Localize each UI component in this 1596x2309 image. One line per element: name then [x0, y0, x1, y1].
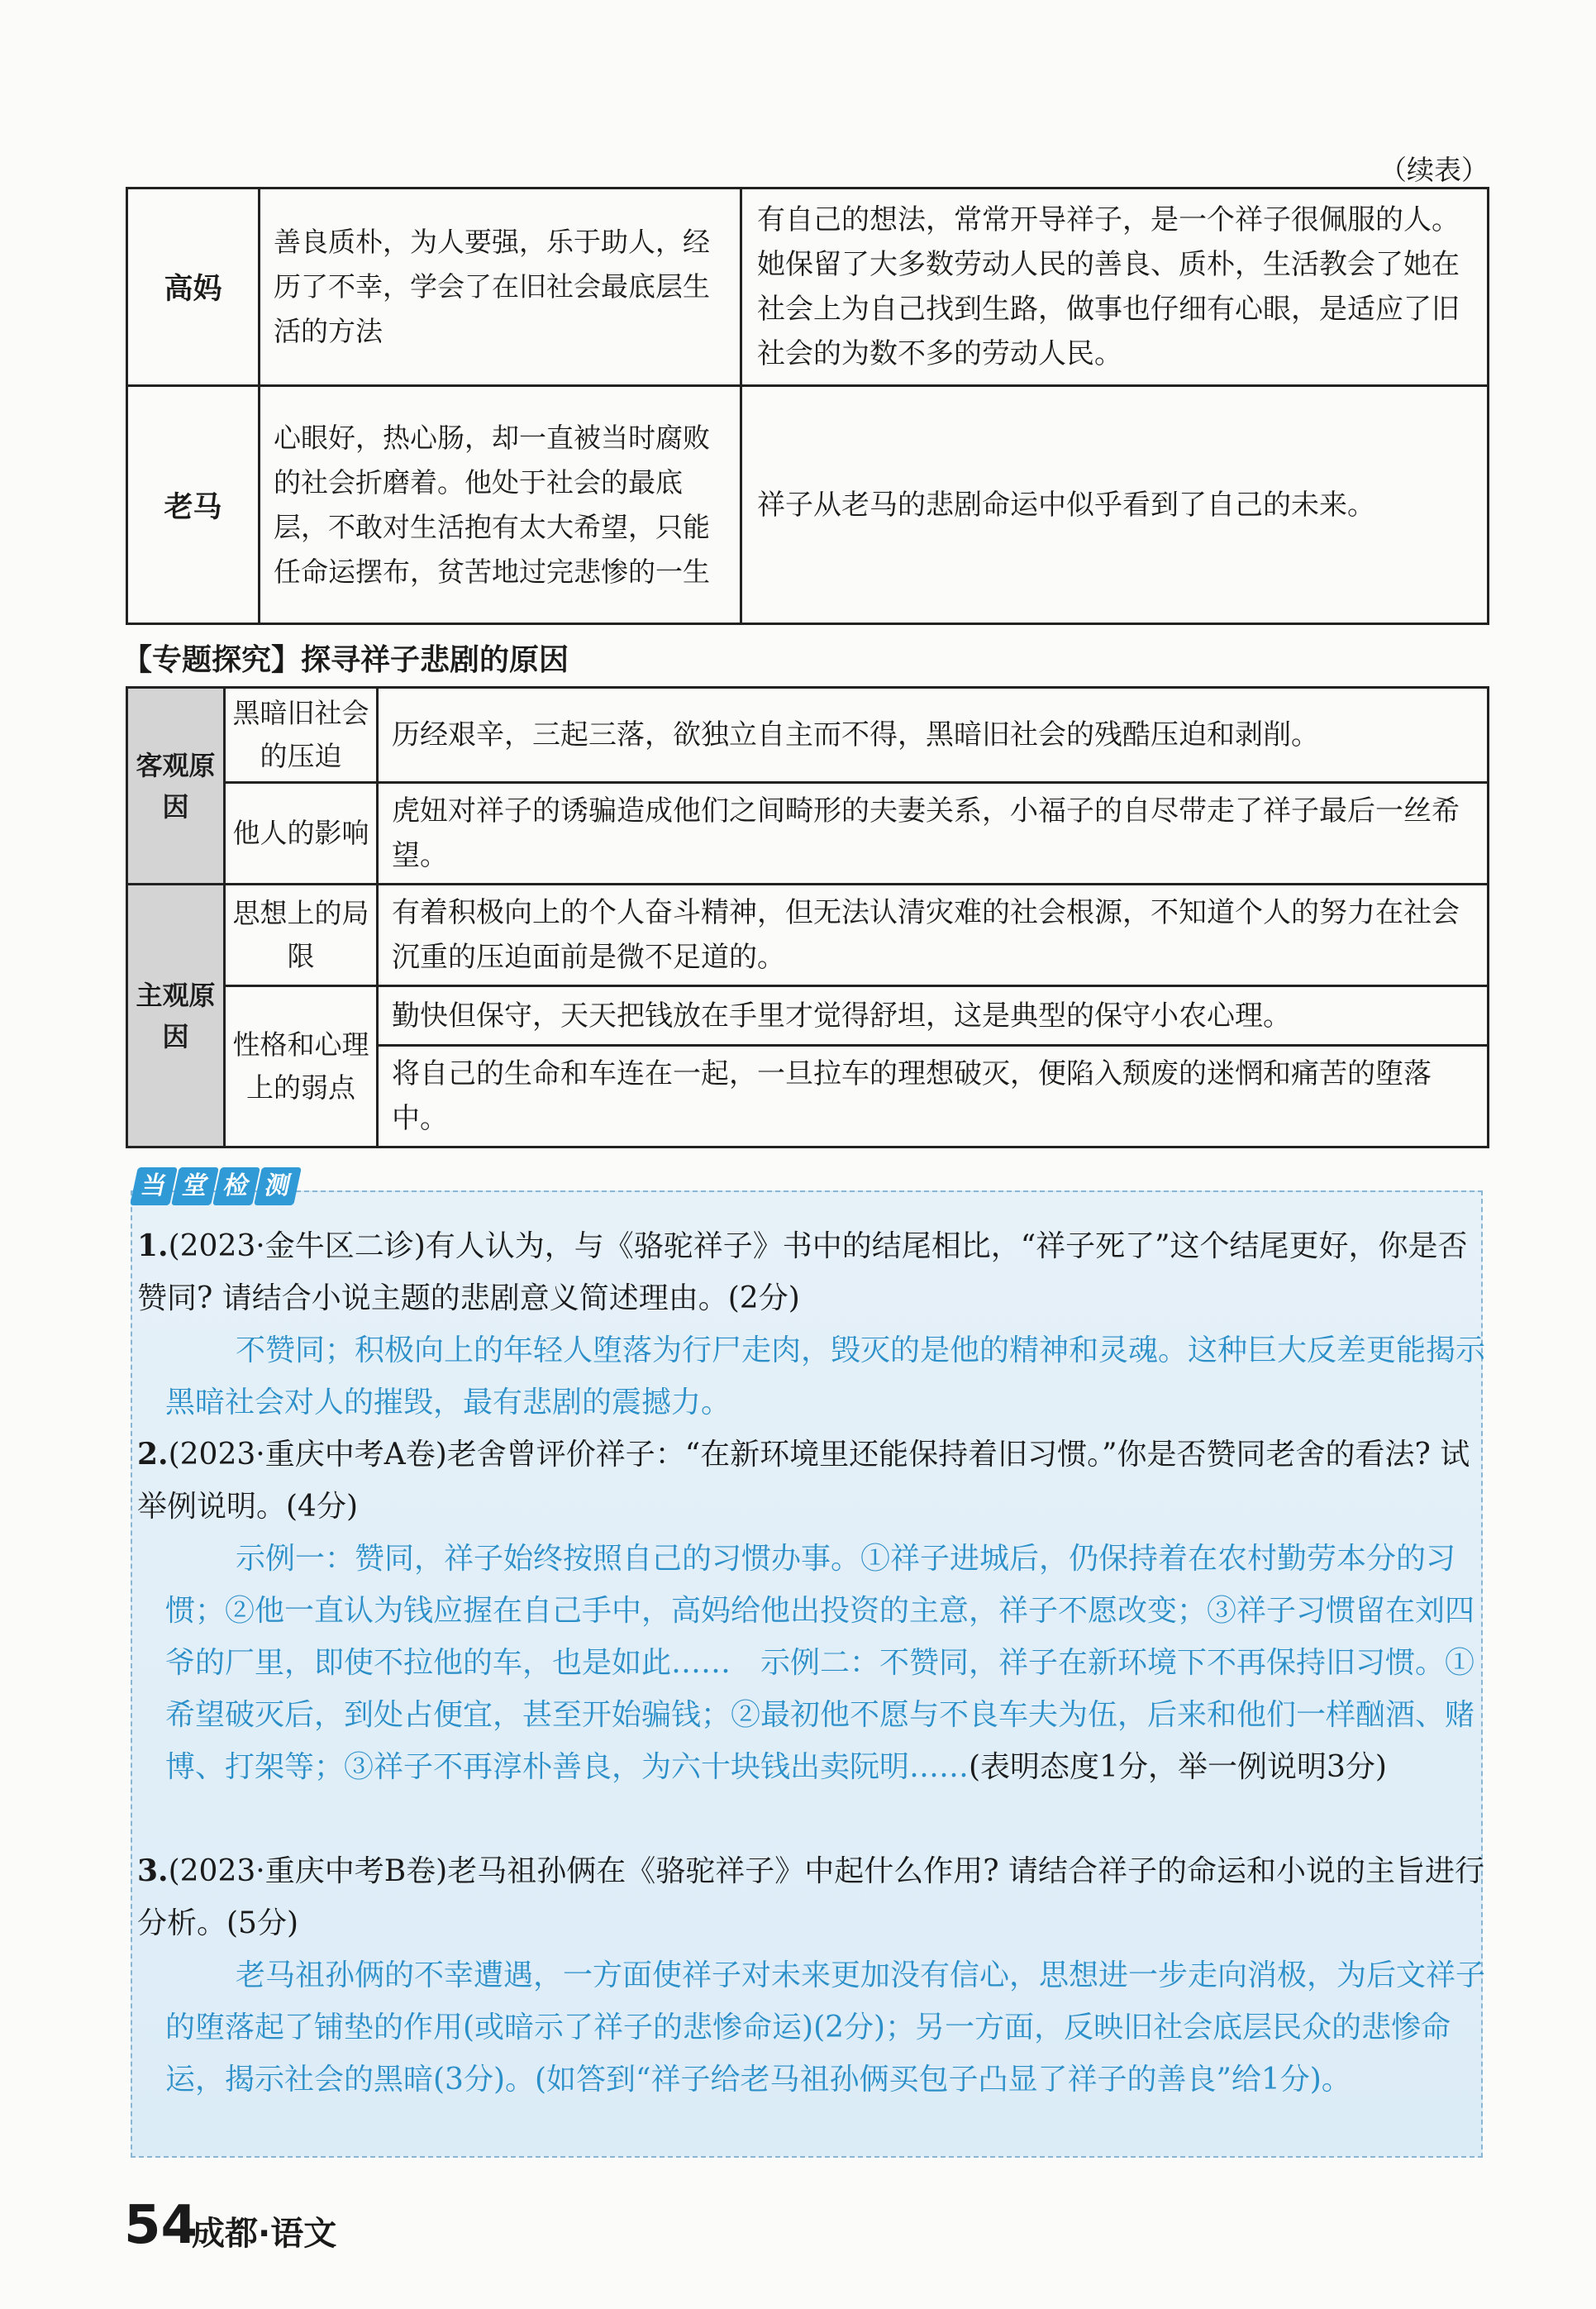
- question-text: (2023·重庆中考A卷)老舍曾评价祥子：“在新环境里还能保持着旧习惯。”你是否赞同老舍的看法? 试举例说明。(4分): [137, 1438, 1470, 1524]
- reason-category-subjective: 主观原因: [127, 885, 225, 1147]
- table-row: [127, 386, 1489, 624]
- reason-category-objective: 客观原因: [127, 688, 225, 885]
- answer-1: 不赞同；积极向上的年轻人堕落为行尸走肉，毁灭的是他的精神和灵魂。这种巨大反差更能揭示黑暗社会对人的摧毁，最有悲剧的震撼力。: [165, 1333, 1486, 1419]
- page-number: 54: [124, 2195, 198, 2256]
- question-number: 3.: [137, 1853, 169, 1888]
- quiz-badge: [134, 1167, 298, 1205]
- character-name: 高妈: [127, 188, 260, 386]
- reason-table: [126, 686, 1489, 1148]
- character-relation: 祥子从老马的悲剧命运中似乎看到了自己的未来。: [741, 386, 1489, 624]
- character-traits: 善良质朴，为人要强，乐于助人，经历了不幸，学会了在旧社会最底层生活的方法: [260, 188, 741, 386]
- question-text: (2023·金牛区二诊)有人认为，与《骆驼祥子》书中的结尾相比，“祥子死了”这个结尾更好，你是否赞同? 请结合小说主题的悲剧意义简述理由。(2分): [137, 1229, 1468, 1315]
- quiz-badge-char: 当: [130, 1167, 178, 1205]
- table-row: [127, 783, 1489, 885]
- reason-text: 有着积极向上的个人奋斗精神，但无法认清灾难的社会根源，不知道个人的努力在社会沉重的压迫面前是微不足道的。: [378, 885, 1489, 986]
- answer-3: 老马祖孙俩的不幸遭遇，一方面使祥子对未来更加没有信心，思想进一步走向消极，为后文祥子的堕落起了铺垫的作用(或暗示了祥子的悲惨命运)(2分)；另一方面，反映旧社会底层民众的悲惨命运，揭示社会的黑暗(3分)。(如答到“祥子给老马祖孙俩买包子凸显了祥子的善良”给1分)。: [165, 1958, 1486, 2097]
- question-number: 1.: [137, 1228, 169, 1263]
- question-text: (2023·重庆中考B卷)老马祖孙俩在《骆驼祥子》中起什么作用? 请结合祥子的命运和小说的主旨进行分析。(5分): [137, 1854, 1484, 1940]
- table-row: [127, 188, 1489, 386]
- quiz-badge-char: 测: [254, 1167, 302, 1205]
- reason-text: 历经艰辛，三起三落，欲独立自主而不得，黑暗旧社会的残酷压迫和剥削。: [378, 688, 1489, 783]
- question-2: [137, 1429, 1489, 1533]
- scoring-note: (表明态度1分，举一例说明3分): [969, 1750, 1387, 1784]
- reason-subcategory: 性格和心理上的弱点: [225, 986, 378, 1147]
- quiz-badge-char: 堂: [171, 1167, 219, 1205]
- continued-label: （续表）: [1379, 154, 1489, 186]
- character-traits: 心眼好，热心肠，却一直被当时腐败的社会折磨着。他处于社会的最底层，不敢对生活抱有太大希望，只能任命运摆布，贫苦地过完悲惨的一生: [260, 386, 741, 624]
- question-3: [137, 1845, 1489, 1949]
- reason-text: 将自己的生命和车连在一起，一旦拉车的理想破灭，便陷入颓废的迷惘和痛苦的堕落中。: [378, 1046, 1489, 1147]
- reason-subcategory: 他人的影响: [225, 783, 378, 885]
- character-name: 老马: [127, 386, 260, 624]
- question-number: 2.: [137, 1437, 169, 1472]
- reason-text: 勤快但保守，天天把钱放在手里才觉得舒坦，这是典型的保守小农心理。: [378, 986, 1489, 1046]
- answer-2: [165, 1533, 1488, 1793]
- reason-text: 虎妞对祥子的诱骗造成他们之间畸形的夫妻关系，小福子的自尽带走了祥子最后一丝希望。: [378, 783, 1489, 885]
- footer-label: 成都·语文: [192, 2215, 337, 2253]
- reason-subcategory: 黑暗旧社会的压迫: [225, 688, 378, 783]
- table-row: [127, 986, 1489, 1046]
- reason-subcategory: 思想上的局限: [225, 885, 378, 986]
- quiz-badge-char: 检: [212, 1167, 260, 1205]
- question-1: [137, 1220, 1489, 1324]
- table-row: [127, 885, 1489, 986]
- character-relation: 有自己的想法，常常开导祥子，是一个祥子很佩服的人。她保留了大多数劳动人民的善良、质朴，生活教会了她在社会上为自己找到生路，做事也仔细有心眼，是适应了旧社会的为数不多的劳动人民。: [741, 188, 1489, 386]
- table-row: [127, 688, 1489, 783]
- section-title: 【专题探究】探寻祥子悲剧的原因: [122, 643, 569, 677]
- character-table: [126, 187, 1489, 625]
- answer-text: 示例一：赞同，祥子始终按照自己的习惯办事。①祥子进城后，仍保持着在农村勤劳本分的习惯；②他一直认为钱应握在自己手中，高妈给他出投资的主意，祥子不愿改变；③祥子习惯留在刘四爷的厂里，即使不拉他的车，也是如此…… 示例二：不赞同，祥子在新环境下不再保持旧习惯。①希望破灭后，到处占便宜，甚至开始骗钱；②最初他不愿与不良车夫为伍，后来和他们一样酗酒、赌博、打架等；③祥子不再淳朴善良，为六十块钱出卖阮明……: [165, 1542, 1475, 1784]
